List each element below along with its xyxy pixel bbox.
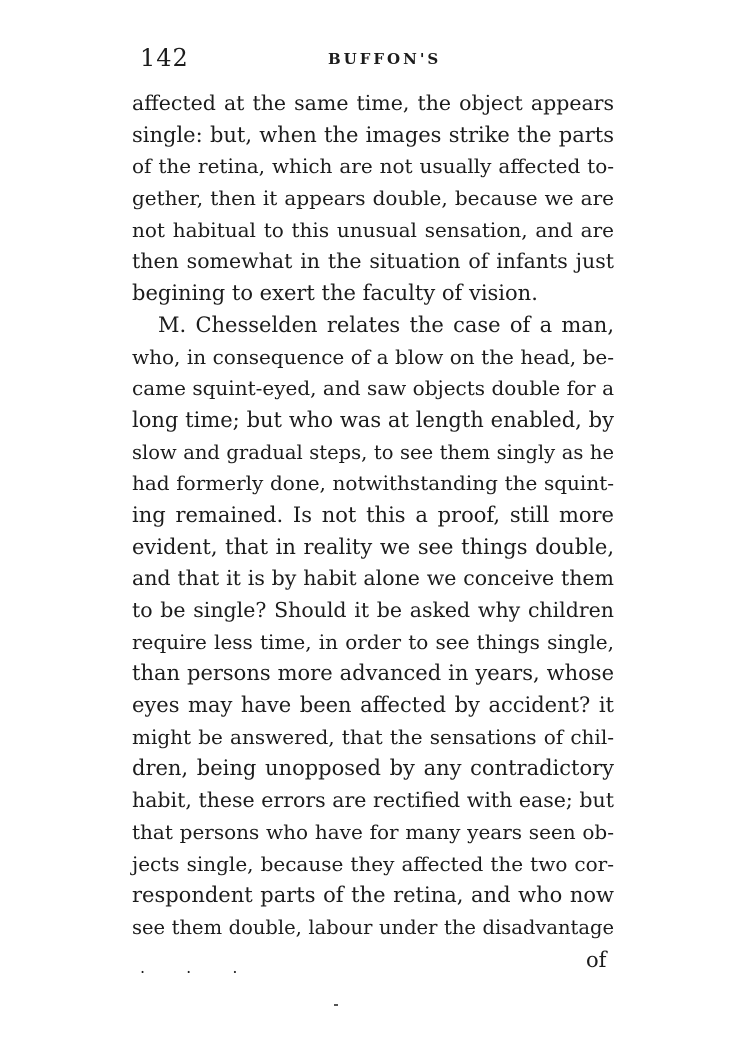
text-line: eyes may have been affected by accident? it: [132, 693, 614, 718]
body-text: [132, 88, 614, 944]
text-line: gether, then it appears double, because we are: [132, 186, 614, 211]
text-line: and that it is by habit alone we conceive them: [132, 566, 614, 591]
catchword: of: [586, 948, 607, 972]
text-line: evident, that in reality we see things double,: [132, 534, 614, 559]
text-line: jects single, because they affected the two cor-: [132, 851, 614, 876]
text-line: to be single? Should it be asked why children: [132, 598, 614, 622]
page-number: 142: [140, 44, 189, 72]
text-line: dren, being unopposed by any contradictory: [132, 756, 614, 781]
text-line: slow and gradual steps, to see them singly as he: [132, 440, 614, 464]
text-line: respondent parts of the retina, and who now: [132, 883, 614, 908]
text-line: require less time, in order to see things single,: [132, 629, 614, 654]
text-line: who, in consequence of a blow on the head, be-: [132, 344, 614, 369]
text-line: see them double, labour under the disadvantage: [132, 915, 614, 939]
text-line: affected at the same time, the object appears: [132, 91, 614, 115]
ink-speck: [334, 1004, 338, 1006]
text-line: might be answered, that the sensations of chil-: [132, 724, 614, 749]
text-line: that persons who have for many years seen ob-: [132, 819, 614, 844]
text-line: then somewhat in the situation of infants just: [132, 249, 614, 274]
text-line: not habitual to this unusual sensation, and are: [132, 217, 614, 242]
text-line: single: but, when the images strike the parts: [132, 122, 614, 147]
text-line: long time; but who was at length enabled, by: [132, 407, 614, 432]
text-line: than persons more advanced in years, whose: [132, 661, 614, 686]
text-line: came squint-eyed, and saw objects double for a: [132, 376, 614, 401]
text-line: of the retina, which are not usually affected to-: [132, 154, 614, 179]
text-line: begining to exert the faculty of vision.: [132, 281, 538, 306]
text-line: ing remained. Is not this a proof, still more: [132, 502, 614, 527]
running-head: BUFFON'S: [328, 50, 442, 68]
text-line: habit, these errors are rectified with ease; but: [132, 788, 614, 813]
text-line: M. Chesselden relates the case of a man,: [158, 312, 614, 337]
text-line: had formerly done, notwithstanding the squint-: [132, 471, 614, 496]
signature-mark: . . .: [140, 958, 256, 977]
